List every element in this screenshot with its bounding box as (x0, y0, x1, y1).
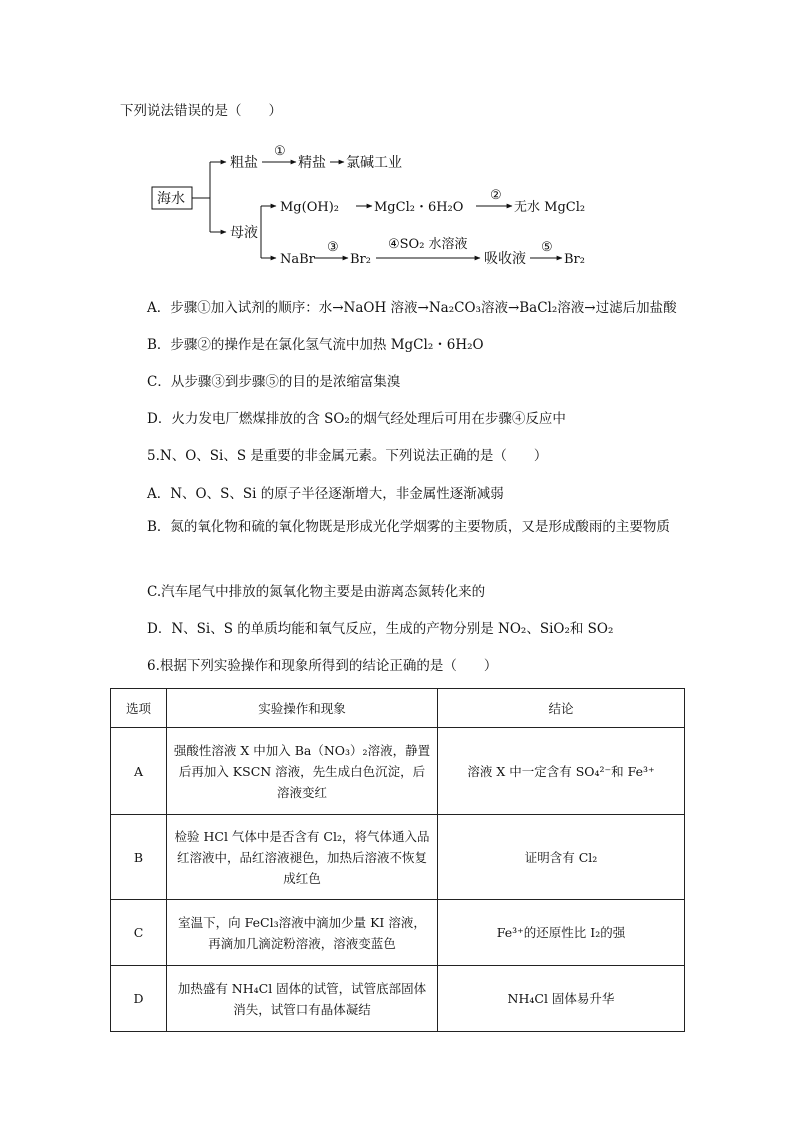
row-d-operation: 加热盛有 NH₄Cl 固体的试管，试管底部固体消失，试管口有晶体凝结 (167, 966, 438, 1032)
q5-option-d: D．N、Si、S 的单质均能和氧气反应，生成的产物分别是 NO₂、SiO₂和 SO₂ (147, 621, 614, 637)
q4-option-a: A．步骤①加入试剂的顺序：水→NaOH 溶液→Na₂CO₃溶液→BaCl₂溶液→过滤后加盐酸 (147, 300, 677, 316)
br2-label-a: Br₂ (350, 252, 371, 267)
table-row (111, 900, 685, 966)
experiment-table (110, 688, 685, 1032)
mother-liquor-label: 母液 (230, 225, 258, 241)
chlor-alkali-label: 氯碱工业 (346, 155, 402, 171)
row-c-conclusion: Fe³⁺的还原性比 I₂的强 (438, 900, 685, 966)
q4-option-b: B．步骤②的操作是在氯化氢气流中加热 MgCl₂・6H₂O (147, 337, 484, 353)
row-a-conclusion: 溶液 X 中一定含有 SO₄²⁻和 Fe³⁺ (438, 728, 685, 815)
question-5-stem: 5.N、O、Si、S 是重要的非金属元素。下列说法正确的是（ ） (147, 448, 548, 464)
table-header-row (111, 689, 685, 728)
row-b-conclusion: 证明含有 Cl₂ (438, 815, 685, 900)
step-3-label: ③ (327, 240, 339, 255)
nabr-label: NaBr (280, 252, 315, 267)
refined-salt-label: 精盐 (298, 155, 326, 171)
row-a-operation: 强酸性溶液 X 中加入 Ba（NO₃）₂溶液，静置后再加入 KSCN 溶液，先生成白色沉淀，后溶液变红 (167, 728, 438, 815)
step-1-label: ① (274, 144, 286, 159)
table-row (111, 966, 685, 1032)
absorbent-label: 吸收液 (484, 251, 526, 267)
seawater-processing-diagram (150, 140, 630, 275)
question-6-stem: 6.根据下列实验操作和现象所得到的结论正确的是（ ） (147, 658, 498, 674)
anhydrous-mgcl2-label: 无水 MgCl₂ (514, 200, 586, 215)
table-row (111, 728, 685, 815)
row-b-option: B (111, 815, 167, 900)
row-b-operation: 检验 HCl 气体中是否含有 Cl₂，将气体通入品红溶液中，品红溶液褪色，加热后溶液不恢复成红色 (167, 815, 438, 900)
q5-option-c: C.汽车尾气中排放的氮氧化物主要是由游离态氮转化来的 (147, 584, 486, 600)
row-c-operation: 室温下，向 FeCl₃溶液中滴加少量 KI 溶液，再滴加几滴淀粉溶液，溶液变蓝色 (167, 900, 438, 966)
mg-oh2-label: Mg(OH)₂ (280, 200, 339, 215)
crude-salt-label: 粗盐 (230, 155, 258, 171)
row-a-option: A (111, 728, 167, 815)
step-2-label: ② (490, 188, 502, 203)
seawater-label: 海水 (157, 191, 185, 207)
step-4-label: ④SO₂ 水溶液 (388, 237, 468, 252)
mgcl2-hydrate-label: MgCl₂・6H₂O (374, 200, 464, 215)
question-4-intro: 下列说法错误的是（ ） (120, 103, 282, 119)
row-c-option: C (111, 900, 167, 966)
row-d-conclusion: NH₄Cl 固体易升华 (438, 966, 685, 1032)
q4-option-d: D．火力发电厂燃煤排放的含 SO₂的烟气经处理后可用在步骤④反应中 (147, 411, 566, 427)
row-d-option: D (111, 966, 167, 1032)
header-operation: 实验操作和现象 (167, 689, 438, 728)
br2-label-b: Br₂ (564, 252, 585, 267)
q4-option-c: C．从步骤③到步骤⑤的目的是浓缩富集溴 (147, 374, 401, 390)
header-option: 选项 (111, 689, 167, 728)
q5-option-a: A．N、O、S、Si 的原子半径逐渐增大，非金属性逐渐减弱 (147, 486, 504, 502)
q5-option-b: B．氮的氧化物和硫的氧化物既是形成光化学烟雾的主要物质，又是形成酸雨的主要物质 (147, 519, 670, 535)
table-row (111, 815, 685, 900)
step-5-label: ⑤ (541, 240, 553, 255)
header-conclusion: 结论 (438, 689, 685, 728)
